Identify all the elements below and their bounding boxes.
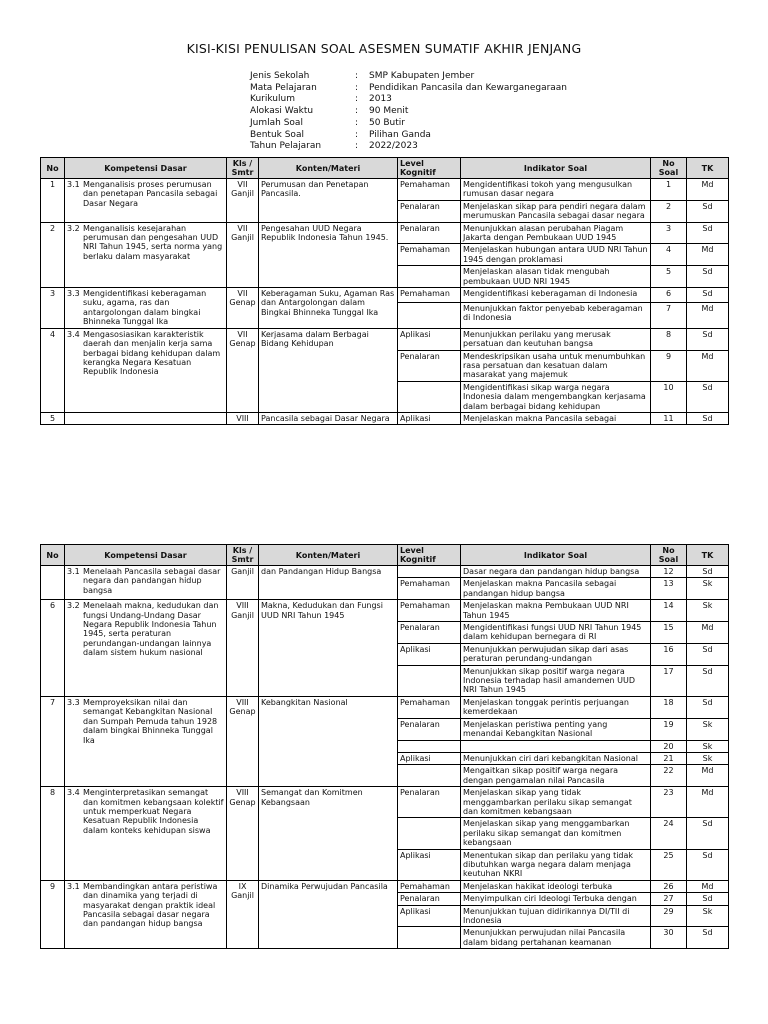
level-kognitif-cell: Aplikasi bbox=[398, 328, 461, 350]
no-soal-cell: 7 bbox=[651, 302, 687, 328]
header-row bbox=[41, 545, 729, 566]
indikator-soal-cell: Menunjukkan perwujudan sikap dari asas peraturan perundang-undangan bbox=[461, 643, 651, 665]
tk-cell: Md bbox=[687, 622, 729, 644]
kelas: VII bbox=[237, 329, 248, 339]
header-konten-materi: Konten/Materi bbox=[259, 158, 398, 179]
header-indikator-soal: Indikator Soal bbox=[461, 545, 651, 566]
kelas-semester-cell bbox=[227, 222, 259, 287]
indikator-soal-cell: Menunjukkan faktor penyebab keberagaman di Indonesia bbox=[461, 302, 651, 328]
header-no: No bbox=[41, 158, 65, 179]
tk-cell: Sk bbox=[687, 740, 729, 752]
level-kognitif-cell: Penalaran bbox=[398, 787, 461, 818]
header-konten-materi: Konten/Materi bbox=[259, 545, 398, 566]
indikator-soal-cell: Menunjukkan ciri dari kebangkitan Nasional bbox=[461, 752, 651, 764]
kd-number: 3.1 bbox=[67, 881, 80, 891]
no-soal-cell: 13 bbox=[651, 578, 687, 600]
level-kognitif-cell: Aplikasi bbox=[398, 752, 461, 764]
indikator-soal-cell: Menunjukkan perwujudan nilai Pancasila dalam bidang pertahanan keamanan bbox=[461, 927, 651, 949]
konten-materi-cell: Dinamika Perwujudan Pancasila bbox=[259, 880, 398, 948]
level-kognitif-cell: Pemahaman bbox=[398, 600, 461, 622]
tk-cell: Sd bbox=[687, 927, 729, 949]
header-kelas-semester-line1: Kls / bbox=[232, 546, 253, 555]
kisi-kisi-table-1 bbox=[40, 157, 729, 425]
kd-number: 3.3 bbox=[67, 289, 80, 299]
header-no-soal-line1: No bbox=[662, 159, 675, 168]
kompetensi-dasar-cell bbox=[65, 288, 227, 329]
no-soal-cell: 24 bbox=[651, 818, 687, 849]
tk-cell: Sd bbox=[687, 381, 729, 412]
meta-separator: : bbox=[355, 141, 359, 152]
kelas: VIII bbox=[236, 697, 249, 707]
semester: Genap bbox=[229, 707, 256, 717]
table-row bbox=[41, 566, 729, 578]
kompetensi-dasar-cell bbox=[65, 787, 227, 881]
no-soal-cell: 25 bbox=[651, 849, 687, 880]
level-kognitif-cell: Penalaran bbox=[398, 622, 461, 644]
kelas: IX bbox=[238, 881, 247, 891]
tk-cell: Md bbox=[687, 244, 729, 266]
level-kognitif-cell: Pemahaman bbox=[398, 244, 461, 266]
meta-value: 2022/2023 bbox=[369, 141, 418, 152]
no-soal-cell: 30 bbox=[651, 927, 687, 949]
konten-materi-cell: Keberagaman Suku, Agaman Ras dan Antargolongan dalam Bingkai Bhinneka Tunggal Ika bbox=[259, 288, 398, 329]
no-soal-cell: 27 bbox=[651, 893, 687, 905]
level-kognitif-cell: Pemahaman bbox=[398, 288, 461, 303]
indikator-soal-cell: Mengidentifikasi fungsi UUD NRI Tahun 1945 dalam kehidupan bernegara di RI bbox=[461, 622, 651, 644]
indikator-soal-cell bbox=[461, 740, 651, 752]
header-kompetensi-dasar: Kompetensi Dasar bbox=[65, 545, 227, 566]
meta-separator: : bbox=[355, 94, 359, 105]
row-number: 9 bbox=[41, 880, 65, 948]
indikator-soal-cell: Dasar negara dan pandangan hidup bangsa bbox=[461, 566, 651, 578]
level-kognitif-cell: Aplikasi bbox=[398, 905, 461, 927]
meta-label: Bentuk Soal bbox=[250, 129, 304, 140]
table-row bbox=[41, 412, 729, 424]
semester: Ganjil bbox=[231, 189, 254, 199]
no-soal-cell: 19 bbox=[651, 718, 687, 740]
meta-separator: : bbox=[355, 106, 359, 117]
level-kognitif-cell: Pemahaman bbox=[398, 880, 461, 892]
level-kognitif-cell bbox=[398, 818, 461, 849]
no-soal-cell: 4 bbox=[651, 244, 687, 266]
tk-cell: Md bbox=[687, 787, 729, 818]
table-row bbox=[41, 179, 729, 201]
kd-number: 3.4 bbox=[67, 788, 80, 798]
meta-label: Alokasi Waktu bbox=[250, 106, 314, 117]
header-kelas-semester-line2: Smtr bbox=[231, 555, 254, 564]
level-kognitif-cell: Aplikasi bbox=[398, 412, 461, 424]
semester: Genap bbox=[229, 797, 256, 807]
konten-materi-cell: Kerjasama dalam Berbagai Bidang Kehidupan bbox=[259, 328, 398, 412]
kd-text: Membandingkan antara peristiwa dan dinamika yang terjadi di masyarakat dengan praktik ideal Pancasila sebagai dasar negara dan pandangan hidup bangsa bbox=[83, 881, 218, 929]
level-kognitif-cell bbox=[398, 927, 461, 949]
level-kognitif-cell bbox=[398, 381, 461, 412]
meta-row bbox=[250, 83, 567, 95]
meta-label: Mata Pelajaran bbox=[250, 82, 317, 93]
level-kognitif-cell: Aplikasi bbox=[398, 849, 461, 880]
level-kognitif-cell: Penalaran bbox=[398, 350, 461, 381]
row-number: 5 bbox=[41, 412, 65, 424]
table-row bbox=[41, 787, 729, 818]
level-kognitif-cell bbox=[398, 266, 461, 288]
kelas: VIII bbox=[236, 413, 249, 423]
kd-number: 3.1 bbox=[67, 180, 80, 189]
kelas: Ganjil bbox=[231, 567, 254, 576]
konten-materi-cell: Kebangkitan Nasional bbox=[259, 696, 398, 786]
meta-value: SMP Kabupaten Jember bbox=[369, 71, 475, 81]
kompetensi-dasar-cell bbox=[65, 600, 227, 697]
level-kognitif-cell: Pemahaman bbox=[398, 696, 461, 718]
level-kognitif-cell bbox=[398, 740, 461, 752]
no-soal-cell: 11 bbox=[651, 412, 687, 424]
indikator-soal-cell: Menjelaskan makna Pancasila sebagai bbox=[461, 412, 651, 424]
header-no-soal bbox=[651, 545, 687, 566]
meta-label: Tahun Pelajaran bbox=[250, 141, 322, 152]
table-row bbox=[41, 328, 729, 350]
indikator-soal-cell: Menyimpulkan ciri Ideologi Terbuka dengan bbox=[461, 893, 651, 905]
no-soal-cell: 23 bbox=[651, 787, 687, 818]
indikator-soal-cell: Menjelaskan alasan tidak mengubah pembukaan UUD NRI 1945 bbox=[461, 266, 651, 288]
no-soal-cell: 1 bbox=[651, 179, 687, 201]
kd-text: Menelaah makna, kedudukan dan fungsi Undang-Undang Dasar Negara Republik Indonesia Tahun 1945, serta peraturan perundangan-undangan lainnya dalam sistem hukum nasional bbox=[83, 601, 219, 658]
level-kognitif-cell bbox=[398, 665, 461, 696]
kelas: VIII bbox=[236, 601, 249, 611]
meta-row bbox=[250, 141, 567, 153]
level-kognitif-cell: Pemahaman bbox=[398, 578, 461, 600]
tk-cell: Sd bbox=[687, 266, 729, 288]
meta-label: Jenis Sekolah bbox=[250, 71, 310, 81]
kelas-semester-cell bbox=[227, 696, 259, 786]
tk-cell: Sd bbox=[687, 288, 729, 303]
tk-cell: Sd bbox=[687, 328, 729, 350]
meta-label: Kurikulum bbox=[250, 94, 295, 105]
no-soal-cell: 3 bbox=[651, 222, 687, 244]
header-tk: TK bbox=[687, 158, 729, 179]
header-no-soal bbox=[651, 158, 687, 179]
meta-row bbox=[250, 118, 567, 130]
tk-cell: Md bbox=[687, 765, 729, 787]
konten-materi-cell: Perumusan dan Penetapan Pancasila. bbox=[259, 179, 398, 223]
table-row bbox=[41, 880, 729, 892]
row-number: 8 bbox=[41, 787, 65, 881]
kompetensi-dasar-cell bbox=[65, 696, 227, 786]
meta-value: Pilihan Ganda bbox=[369, 129, 431, 140]
indikator-soal-cell: Menentukan sikap dan perilaku yang tidak dibutuhkan warga negara dalam menjaga keutuhan NKRI bbox=[461, 849, 651, 880]
kompetensi-dasar-cell bbox=[65, 179, 227, 223]
kompetensi-dasar-cell bbox=[65, 412, 227, 424]
semester: Ganjil bbox=[231, 233, 254, 243]
kelas: VII bbox=[237, 289, 248, 299]
indikator-soal-cell: Menjelaskan tonggak perintis perjuangan kemerdekaan bbox=[461, 696, 651, 718]
level-kognitif-cell bbox=[398, 302, 461, 328]
indikator-soal-cell: Menjelaskan sikap yang menggambarkan perilaku sikap semangat dan komitmen kebangsaan bbox=[461, 818, 651, 849]
no-soal-cell: 16 bbox=[651, 643, 687, 665]
header-level-kognitif bbox=[398, 158, 461, 179]
indikator-soal-cell: Menjelaskan makna Pancasila sebagai pandangan hidup bangsa bbox=[461, 578, 651, 600]
kelas-semester-cell bbox=[227, 787, 259, 881]
indikator-soal-cell: Menjelaskan sikap para pendiri negara dalam merumuskan Pancasila sebagai dasar negara bbox=[461, 200, 651, 222]
tk-cell: Sk bbox=[687, 718, 729, 740]
meta-separator: : bbox=[355, 71, 359, 81]
tk-cell: Sd bbox=[687, 200, 729, 222]
table-row bbox=[41, 696, 729, 718]
table-row bbox=[41, 222, 729, 244]
header-level-kognitif-line2: Kognitif bbox=[400, 168, 436, 177]
row-number: 3 bbox=[41, 288, 65, 329]
no-soal-cell: 29 bbox=[651, 905, 687, 927]
meta-value: 50 Butir bbox=[369, 117, 405, 128]
level-kognitif-cell: Pemahaman bbox=[398, 179, 461, 201]
level-kognitif-cell: Penalaran bbox=[398, 893, 461, 905]
indikator-soal-cell: Mengaitkan sikap positif warga negara dengan pengamalan nilai Pancasila bbox=[461, 765, 651, 787]
tk-cell: Sk bbox=[687, 752, 729, 764]
no-soal-cell: 15 bbox=[651, 622, 687, 644]
konten-materi-cell: Semangat dan Komitmen Kebangsaan bbox=[259, 787, 398, 881]
no-soal-cell: 8 bbox=[651, 328, 687, 350]
level-kognitif-cell: Penalaran bbox=[398, 200, 461, 222]
meta-value: 90 Menit bbox=[369, 106, 409, 117]
tk-cell: Sd bbox=[687, 893, 729, 905]
tk-cell: Md bbox=[687, 179, 729, 201]
row-number: 4 bbox=[41, 328, 65, 412]
indikator-soal-cell: Menjelaskan makna Pembukaan UUD NRI Tahun 1945 bbox=[461, 600, 651, 622]
tk-cell: Sd bbox=[687, 412, 729, 424]
indikator-soal-cell: Mengidentifikasi tokoh yang mengusulkan rumusan dasar negara bbox=[461, 179, 651, 201]
tk-cell: Sd bbox=[687, 643, 729, 665]
kd-text: Mengidentifikasi keberagaman suku, agama, ras dan antargolongan dalam bingkai Bhinneka Tunggal Ika bbox=[83, 289, 207, 327]
tk-cell: Md bbox=[687, 302, 729, 328]
meta-row bbox=[250, 130, 567, 142]
indikator-soal-cell: Menjelaskan peristiwa penting yang menandai Kebangkitan Nasional bbox=[461, 718, 651, 740]
meta-row bbox=[250, 94, 567, 106]
header-kelas-semester bbox=[227, 158, 259, 179]
kelas: VIII bbox=[236, 788, 249, 798]
header-level-kognitif bbox=[398, 545, 461, 566]
semester: Genap bbox=[229, 339, 256, 349]
kd-text: Menginterpretasikan semangat dan komitmen kebangsaan kolektif untuk memperkuat Negara Kesatuan Republik Indonesia dalam konteks kehidupan siswa bbox=[83, 788, 224, 835]
semester: Ganjil bbox=[231, 610, 254, 620]
kd-number: 3.2 bbox=[67, 601, 80, 611]
kelas: VII bbox=[237, 180, 248, 189]
level-kognitif-cell: Penalaran bbox=[398, 222, 461, 244]
indikator-soal-cell: Mengidentifikasi sikap warga negara Indonesia dalam mengembangkan kerjasama dalam berbagai bidang kehidupan bbox=[461, 381, 651, 412]
no-soal-cell: 22 bbox=[651, 765, 687, 787]
kd-text: Mengasosiasikan karakteristik daerah dan menjalin kerja sama berbagai bidang kehidupan dalam kerangka Negara Kesatuan Republik Indonesia bbox=[83, 329, 221, 377]
header-no-soal-line2: Soal bbox=[658, 168, 679, 177]
kelas-semester-cell bbox=[227, 600, 259, 697]
kompetensi-dasar-cell bbox=[65, 328, 227, 412]
indikator-soal-cell: Mendeskripsikan usaha untuk menumbuhkan rasa persatuan dan kesatuan dalam masarakat yang majemuk bbox=[461, 350, 651, 381]
meta-separator: : bbox=[355, 82, 359, 93]
level-kognitif-cell bbox=[398, 566, 461, 578]
kd-text: Menelaah Pancasila sebagai dasar negara dan pandangan hidup bangsa bbox=[83, 567, 221, 595]
row-number: 2 bbox=[41, 222, 65, 287]
row-number: 1 bbox=[41, 179, 65, 223]
no-soal-cell: 17 bbox=[651, 665, 687, 696]
tk-cell: Sk bbox=[687, 578, 729, 600]
indikator-soal-cell: Mengidentifikasi keberagaman di Indonesia bbox=[461, 288, 651, 303]
tk-cell: Sd bbox=[687, 818, 729, 849]
no-soal-cell: 26 bbox=[651, 880, 687, 892]
kelas-semester-cell bbox=[227, 566, 259, 600]
no-soal-cell: 20 bbox=[651, 740, 687, 752]
konten-materi-cell: Pengesahan UUD Negara Republik Indonesia Tahun 1945. bbox=[259, 222, 398, 287]
header-kelas-semester bbox=[227, 545, 259, 566]
tk-cell: Sd bbox=[687, 222, 729, 244]
row-number: 7 bbox=[41, 696, 65, 786]
konten-materi-cell: dan Pandangan Hidup Bangsa bbox=[259, 566, 398, 600]
kompetensi-dasar-cell bbox=[65, 566, 227, 600]
header-tk: TK bbox=[687, 545, 729, 566]
header-row bbox=[41, 158, 729, 179]
tk-cell: Sk bbox=[687, 905, 729, 927]
kompetensi-dasar-cell bbox=[65, 880, 227, 948]
kelas-semester-cell bbox=[227, 412, 259, 424]
header-no: No bbox=[41, 545, 65, 566]
semester: Genap bbox=[229, 298, 256, 308]
page-title: KISI-KISI PENULISAN SOAL ASESMEN SUMATIF AKHIR JENJANG bbox=[186, 41, 582, 56]
meta-row bbox=[250, 106, 567, 118]
header-kelas-semester-line1: Kls / bbox=[232, 159, 253, 168]
row-number: 6 bbox=[41, 600, 65, 697]
level-kognitif-cell: Penalaran bbox=[398, 718, 461, 740]
kelas: VII bbox=[237, 223, 248, 233]
kd-text: Menganalisis kesejarahan perumusan dan pengesahan UUD NRI Tahun 1945, serta norma yang berlaku dalam masyarakat bbox=[83, 223, 223, 261]
kelas-semester-cell bbox=[227, 179, 259, 223]
tk-cell: Md bbox=[687, 350, 729, 381]
kd-number: 3.3 bbox=[67, 697, 80, 707]
row-number bbox=[41, 566, 65, 600]
header-indikator-soal: Indikator Soal bbox=[461, 158, 651, 179]
header-level-kognitif-line1: Level bbox=[400, 546, 424, 555]
level-kognitif-cell bbox=[398, 765, 461, 787]
header-level-kognitif-line1: Level bbox=[400, 159, 424, 168]
header-level-kognitif-line2: Kognitif bbox=[400, 555, 436, 564]
indikator-soal-cell: Menunjukkan perilaku yang merusak persatuan dan keutuhan bangsa bbox=[461, 328, 651, 350]
level-kognitif-cell: Aplikasi bbox=[398, 643, 461, 665]
document-meta bbox=[250, 71, 567, 153]
kd-number: 3.1 bbox=[67, 567, 80, 576]
kelas-semester-cell bbox=[227, 328, 259, 412]
no-soal-cell: 9 bbox=[651, 350, 687, 381]
header-no-soal-line2: Soal bbox=[658, 555, 679, 564]
kelas-semester-cell bbox=[227, 288, 259, 329]
konten-materi-cell: Pancasila sebagai Dasar Negara bbox=[259, 412, 398, 424]
meta-value: 2013 bbox=[369, 94, 392, 105]
table-row bbox=[41, 600, 729, 622]
kd-number: 3.2 bbox=[67, 223, 80, 233]
kd-text: Memproyeksikan nilai dan semangat Kebangkitan Nasional dan Sumpah Pemuda tahun 1928 dalam bingkai Bhinneka Tunggal Ika bbox=[83, 697, 218, 745]
no-soal-cell: 21 bbox=[651, 752, 687, 764]
indikator-soal-cell: Menunjukkan tujuan didirikannya DI/TII di Indonesia bbox=[461, 905, 651, 927]
kelas-semester-cell bbox=[227, 880, 259, 948]
meta-row bbox=[250, 71, 567, 83]
meta-separator: : bbox=[355, 117, 359, 128]
kisi-kisi-table-2 bbox=[40, 544, 729, 949]
no-soal-cell: 6 bbox=[651, 288, 687, 303]
tk-cell: Sd bbox=[687, 566, 729, 578]
meta-separator: : bbox=[355, 129, 359, 140]
tk-cell: Md bbox=[687, 880, 729, 892]
no-soal-cell: 2 bbox=[651, 200, 687, 222]
indikator-soal-cell: Menunjukkan alasan perubahan Piagam Jakarta dengan Pembukaan UUD 1945 bbox=[461, 222, 651, 244]
tk-cell: Sk bbox=[687, 600, 729, 622]
no-soal-cell: 12 bbox=[651, 566, 687, 578]
konten-materi-cell: Makna, Kedudukan dan Fungsi UUD NRI Tahun 1945 bbox=[259, 600, 398, 697]
tk-cell: Sd bbox=[687, 665, 729, 696]
header-kompetensi-dasar: Kompetensi Dasar bbox=[65, 158, 227, 179]
indikator-soal-cell: Menjelaskan sikap yang tidak menggambarkan perilaku sikap semangat dan komitmen kebangsaan bbox=[461, 787, 651, 818]
kd-text: Menganalisis proses perumusan dan penetapan Pancasila sebagai Dasar Negara bbox=[83, 180, 218, 208]
table-row bbox=[41, 288, 729, 303]
no-soal-cell: 14 bbox=[651, 600, 687, 622]
tk-cell: Sd bbox=[687, 849, 729, 880]
header-no-soal-line1: No bbox=[662, 546, 675, 555]
header-kelas-semester-line2: Smtr bbox=[231, 168, 254, 177]
meta-value: Pendidikan Pancasila dan Kewarganegaraan bbox=[369, 82, 568, 93]
indikator-soal-cell: Menjelaskan hakikat ideologi terbuka bbox=[461, 880, 651, 892]
meta-label: Jumlah Soal bbox=[250, 117, 303, 128]
semester: Ganjil bbox=[231, 891, 254, 901]
tk-cell: Sd bbox=[687, 696, 729, 718]
indikator-soal-cell: Menunjukkan sikap positif warga negara Indonesia terhadap hasil amandemen UUD NRI Tahun 1945 bbox=[461, 665, 651, 696]
kd-number: 3.4 bbox=[67, 329, 80, 339]
no-soal-cell: 10 bbox=[651, 381, 687, 412]
no-soal-cell: 5 bbox=[651, 266, 687, 288]
indikator-soal-cell: Menjelaskan hubungan antara UUD NRI Tahun 1945 dengan proklamasi bbox=[461, 244, 651, 266]
kompetensi-dasar-cell bbox=[65, 222, 227, 287]
no-soal-cell: 18 bbox=[651, 696, 687, 718]
